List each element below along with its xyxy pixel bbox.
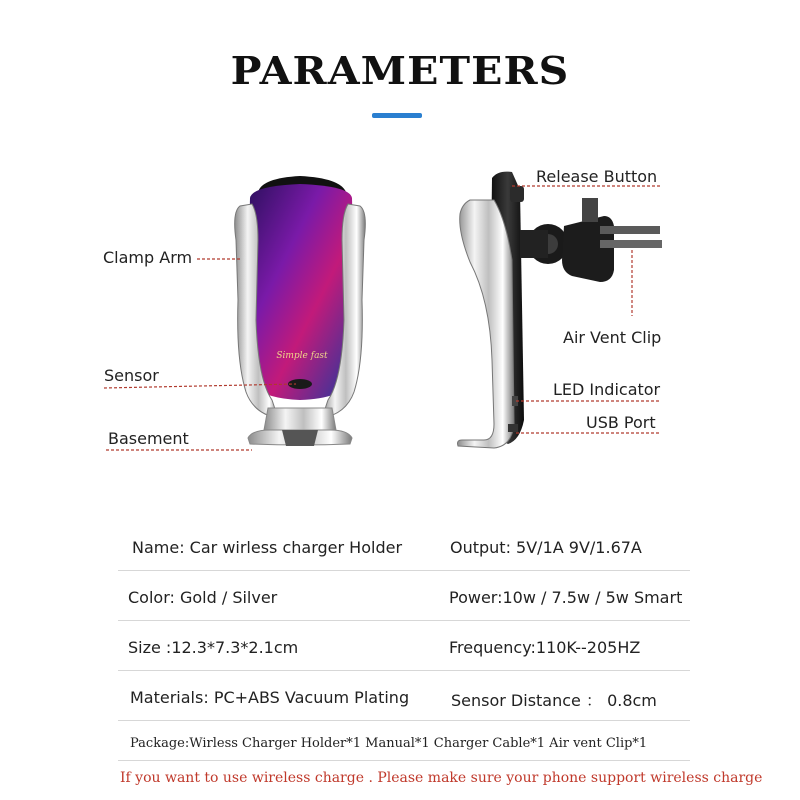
usb-port [508,424,518,432]
callout-sensor: Sensor [104,366,159,385]
callout-usb-port: USB Port [586,413,656,432]
spec-size: Size :12.3*7.3*2.1cm [128,638,299,657]
package-contents: Package:Wirless Charger Holder*1 Manual*1 Charger Cable*1 Air vent Clip*1 [130,736,648,751]
spec-divider [118,620,690,621]
spec-output: Output: 5V/1A 9V/1.67A [450,538,642,557]
callout-release-button: Release Button [536,167,658,186]
vent-clip-prong-bottom [600,240,662,248]
callout-basement: Basement [108,429,189,448]
spec-materials: Materials: PC+ABS Vacuum Plating [130,688,410,707]
spec-power: Power:10w / 7.5w / 5w Smart [449,588,683,607]
front-view-holder [235,176,366,446]
base-stem [264,408,336,430]
spec-divider [118,670,690,671]
release-button [510,186,524,202]
vent-clip-prong-top [600,226,660,234]
side-clamp-arm [458,200,515,448]
spec-divider [118,570,690,571]
base-center [282,430,318,446]
spec-frequency: Frequency:110K--205HZ [449,638,641,657]
spec-divider [118,720,690,721]
spec-color: Color: Gold / Silver [128,588,278,607]
spec-divider [118,760,690,761]
wireless-notice: If you want to use wireless charge . Please make sure your phone support wireless charge [120,770,763,786]
callout-air-vent-clip: Air Vent Clip [563,328,662,347]
screen-brand: Simple fast [276,351,328,361]
vent-clip-body [562,216,614,282]
page-title: PARAMETERS [230,48,570,93]
spec-sensor-distance: Sensor Distance ： 0.8cm [451,691,657,710]
spec-name: Name: Car wirless charger Holder [132,538,403,557]
side-view-holder [458,172,663,448]
callout-clamp-arm: Clamp Arm [103,248,193,267]
callout-led-indicator: LED Indicator [553,380,661,399]
